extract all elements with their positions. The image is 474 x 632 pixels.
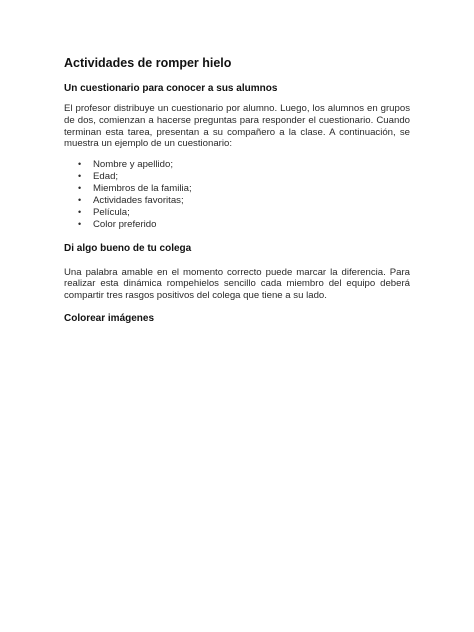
- list-item-text: Película;: [93, 206, 130, 218]
- list-item-text: Nombre y apellido;: [93, 159, 173, 171]
- list-item-text: Color preferido: [93, 218, 157, 230]
- bullet-icon: •: [78, 218, 82, 229]
- list-item: [64, 219, 410, 231]
- list-item: [64, 183, 410, 195]
- list-item: [64, 207, 410, 219]
- document-body: [64, 55, 410, 325]
- bullet-icon: •: [78, 194, 82, 205]
- section-heading-questionnaire: Un cuestionario para conocer a sus alumnos: [64, 83, 278, 94]
- list-item-text: Actividades favoritas;: [93, 194, 184, 206]
- bullet-icon: •: [78, 171, 82, 182]
- section-heading-coloring: Colorear imágenes: [64, 313, 155, 325]
- questionnaire-list: [64, 159, 410, 230]
- list-item: [64, 195, 410, 207]
- bullet-icon: •: [78, 183, 82, 193]
- list-item: [64, 159, 410, 171]
- section-paragraph-questionnaire: El profesor distribuye un cuestionario por alumno. Luego, los alumnos en grupos de dos, comienzan a hacerse preguntas para responder el cuestionario. Cuando terminan esta tarea, presentan a su compañero a la clase. A continuación, se muestra un ejemplo de un cuestionario:: [64, 103, 410, 150]
- bullet-icon: •: [78, 206, 82, 217]
- list-item-text: Miembros de la familia;: [93, 183, 192, 194]
- list-item: [64, 171, 410, 183]
- bullet-icon: •: [78, 159, 82, 170]
- section-paragraph-compliment: Una palabra amable en el momento correcto puede marcar la diferencia. Para realizar esta dinámica rompehielos sencillo cada miembro del equipo deberá compartir tres rasgos positivos del colega que tiene a su lado.: [64, 266, 410, 302]
- section-heading-compliment: Di algo bueno de tu colega: [64, 242, 192, 254]
- list-item-text: Edad;: [93, 171, 119, 183]
- document-title: Actividades de romper hielo: [64, 56, 232, 70]
